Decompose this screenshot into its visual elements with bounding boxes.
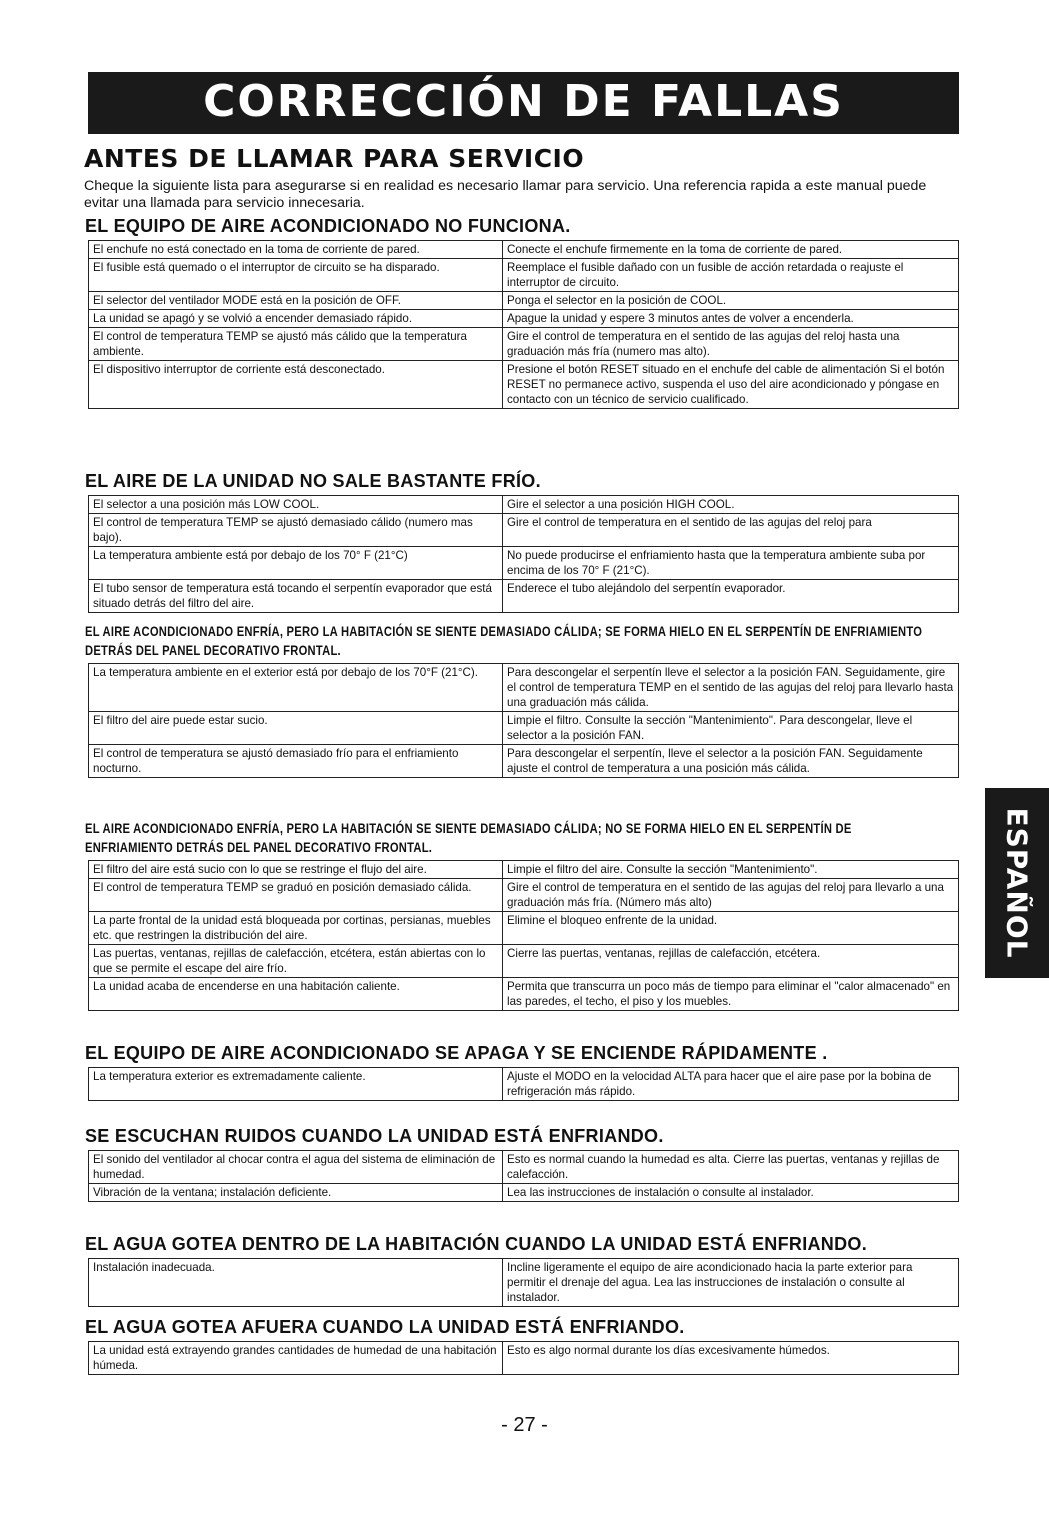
table-row [89,496,959,514]
section-gotea-afuera [0,1317,1049,1375]
table-row [89,1068,959,1101]
solution-cell: Apague la unidad y espere 3 minutos antes de volver a encenderla. [503,310,959,328]
solution-cell: Gire el control de temperatura en el sentido de las agujas del reloj hasta una graduación más fría (numero mas alto). [503,328,959,361]
table-row [89,328,959,361]
section-title: EL AIRE ACONDICIONADO ENFRÍA, PERO LA HABITACIÓN SE SIENTE DEMASIADO CÁLIDA; NO SE FORMA HIELO EN EL SERPENTÍN DE ENFRIAMIENTO DETRÁS DEL PANEL DECORATIVO FRONTAL. [85,820,852,855]
solution-cell: Ponga el selector en la posición de COOL. [503,292,959,310]
troubleshoot-table [88,663,959,778]
cause-cell: El dispositivo interruptor de corriente está desconectado. [89,361,503,409]
solution-cell: Gire el selector a una posición HIGH COOL. [503,496,959,514]
solution-cell: Limpie el filtro. Consulte la sección "Mantenimiento". Para descongelar, lleve el selector a la posición FAN. [503,712,959,745]
cause-cell: La unidad se apagó y se volvió a encender demasiado rápido. [89,310,503,328]
solution-cell: Esto es algo normal durante los días excesivamente húmedos. [503,1342,959,1375]
table-row [89,547,959,580]
section-gotea-dentro [0,1234,1049,1307]
cause-cell: El control de temperatura TEMP se ajustó más cálido que la temperatura ambiente. [89,328,503,361]
troubleshoot-table [88,860,959,1011]
cause-cell: La temperatura ambiente está por debajo de los 70° F (21°C) [89,547,503,580]
cause-cell: El fusible está quemado o el interruptor de circuito se ha disparado. [89,259,503,292]
cause-cell: Instalación inadecuada. [89,1259,503,1307]
section-apaga-enciende [0,1043,1049,1101]
solution-cell: Incline ligeramente el equipo de aire acondicionado hacia la parte exterior para permitir el drenaje del agua. Lea las instrucciones de instalación o consulte al instalador. [503,1259,959,1307]
table-row [89,861,959,879]
cause-cell: El filtro del aire está sucio con lo que se restringe el flujo del aire. [89,861,503,879]
cause-cell: La temperatura ambiente en el exterior está por debajo de los 70°F (21°C). [89,664,503,712]
section-title: EL AIRE ACONDICIONADO ENFRÍA, PERO LA HABITACIÓN SE SIENTE DEMASIADO CÁLIDA; SE FORMA HIELO EN EL SERPENTÍN DE ENFRIAMIENTO DETRÁS DEL PANEL DECORATIVO FRONTAL. [85,623,923,658]
table-row [89,978,959,1011]
language-tab-label: ESPAÑOL [1000,807,1034,959]
troubleshoot-table [88,240,959,409]
solution-cell: Gire el control de temperatura en el sentido de las agujas del reloj para llevarlo a una graduación más fría. (Número más alto) [503,879,959,912]
table-row [89,745,959,778]
cause-cell: El control de temperatura TEMP se ajustó demasiado cálido (numero mas bajo). [89,514,503,547]
cause-cell: La unidad está extrayendo grandes cantidades de humedad de una habitación húmeda. [89,1342,503,1375]
table-row [89,1342,959,1375]
language-tab [985,788,1049,978]
solution-cell: Para descongelar el serpentín, lleve el selector a la posición FAN. Seguidamente ajuste el control de temperatura a una posición más cálida. [503,745,959,778]
table-row [89,945,959,978]
table-row [89,664,959,712]
cause-cell: El selector del ventilador MODE está en la posición de OFF. [89,292,503,310]
cause-cell: La temperatura exterior es extremadamente caliente. [89,1068,503,1101]
solution-cell: Presione el botón RESET situado en el enchufe del cable de alimentación Si el botón RESET no permanece activo, suspenda el uso del aire acondicionado y póngase en contacto con un técnico de servicio cualificado. [503,361,959,409]
solution-cell: Ajuste el MODO en la velocidad ALTA para hacer que el aire pase por la bobina de refrigeración más rápido. [503,1068,959,1101]
solution-cell: No puede producirse el enfriamiento hasta que la temperatura ambiente suba por encima de los 70° F (21°C). [503,547,959,580]
section-title: EL EQUIPO DE AIRE ACONDICIONADO NO FUNCIONA. [85,216,571,236]
cause-cell: El enchufe no está conectado en la toma de corriente de pared. [89,241,503,259]
solution-cell: Para descongelar el serpentín lleve el selector a la posición FAN. Seguidamente, gire el control de temperatura TEMP en el sentido de las agujas del reloj para llevarlo hasta una graduación más cálida. [503,664,959,712]
solution-cell: Permita que transcurra un poco más de tiempo para eliminar el "calor almacenado" en las paredes, el techo, el piso y los muebles. [503,978,959,1011]
table-row [89,1259,959,1307]
table-row [89,1151,959,1184]
section-no-funciona [0,216,1049,409]
section-ruidos [0,1126,1049,1202]
cause-cell: Vibración de la ventana; instalación deficiente. [89,1184,503,1202]
cause-cell: El selector a una posición más LOW COOL. [89,496,503,514]
intro-paragraph: Cheque la siguiente lista para asegurarse si en realidad es necesario llamar para servicio. Una referencia rapida a este manual puede evitar una llamada para servicio innecesaria. [84,178,927,211]
solution-cell: Esto es normal cuando la humedad es alta. Cierre las puertas, ventanas y rejillas de calefacción. [503,1151,959,1184]
solution-cell: Lea las instrucciones de instalación o consulte al instalador. [503,1184,959,1202]
solution-cell: Limpie el filtro del aire. Consulte la sección "Mantenimiento". [503,861,959,879]
cause-cell: El filtro del aire puede estar sucio. [89,712,503,745]
troubleshoot-table [88,495,959,613]
section-title: EL AGUA GOTEA AFUERA CUANDO LA UNIDAD ESTÁ ENFRIANDO. [85,1317,685,1337]
page-number: - 27 - [501,1414,548,1436]
table-row [89,879,959,912]
table-row [89,361,959,409]
section-sin-hielo [0,819,1049,1011]
solution-cell: Enderece el tubo alejándolo del serpentín evaporador. [503,580,959,613]
troubleshoot-table [88,1258,959,1307]
cause-cell: La unidad acaba de encenderse en una habitación caliente. [89,978,503,1011]
banner-title: CORRECCIÓN DE FALLAS [203,76,844,127]
solution-cell: Elimine el bloqueo enfrente de la unidad. [503,912,959,945]
cause-cell: El control de temperatura se ajustó demasiado frío para el enfriamiento nocturno. [89,745,503,778]
table-row [89,1184,959,1202]
table-row [89,259,959,292]
cause-cell: Las puertas, ventanas, rejillas de calefacción, etcétera, están abiertas con lo que se permite el escape del aire frío. [89,945,503,978]
cause-cell: El tubo sensor de temperatura está tocando el serpentín evaporador que está situado detrás del filtro del aire. [89,580,503,613]
section-hielo [0,622,1049,778]
section-no-frio [0,471,1049,613]
cause-cell: La parte frontal de la unidad está bloqueada por cortinas, persianas, muebles etc. que restringen la distribución del aire. [89,912,503,945]
troubleshoot-table [88,1067,959,1101]
solution-cell: Reemplace el fusible dañado con un fusible de acción retardada o reajuste el interruptor de circuito. [503,259,959,292]
table-row [89,912,959,945]
troubleshoot-table [88,1150,959,1202]
table-row [89,241,959,259]
cause-cell: El sonido del ventilador al chocar contra el agua del sistema de eliminación de humedad. [89,1151,503,1184]
section-title: EL AIRE DE LA UNIDAD NO SALE BASTANTE FRÍO. [85,471,541,491]
page-title: ANTES DE LLAMAR PARA SERVICIO [84,144,585,173]
table-row [89,712,959,745]
table-row [89,310,959,328]
solution-cell: Gire el control de temperatura en el sentido de las agujas del reloj para [503,514,959,547]
section-title: SE ESCUCHAN RUIDOS CUANDO LA UNIDAD ESTÁ ENFRIANDO. [85,1126,664,1146]
title-banner [88,72,959,134]
cause-cell: El control de temperatura TEMP se graduó en posición demasiado cálida. [89,879,503,912]
solution-cell: Conecte el enchufe firmemente en la toma de corriente de pared. [503,241,959,259]
solution-cell: Cierre las puertas, ventanas, rejillas de calefacción, etcétera. [503,945,959,978]
table-row [89,580,959,613]
section-title: EL EQUIPO DE AIRE ACONDICIONADO SE APAGA Y SE ENCIENDE RÁPIDAMENTE . [85,1043,828,1063]
troubleshoot-table [88,1341,959,1375]
table-row [89,292,959,310]
section-title: EL AGUA GOTEA DENTRO DE LA HABITACIÓN CUANDO LA UNIDAD ESTÁ ENFRIANDO. [85,1234,867,1254]
table-row [89,514,959,547]
